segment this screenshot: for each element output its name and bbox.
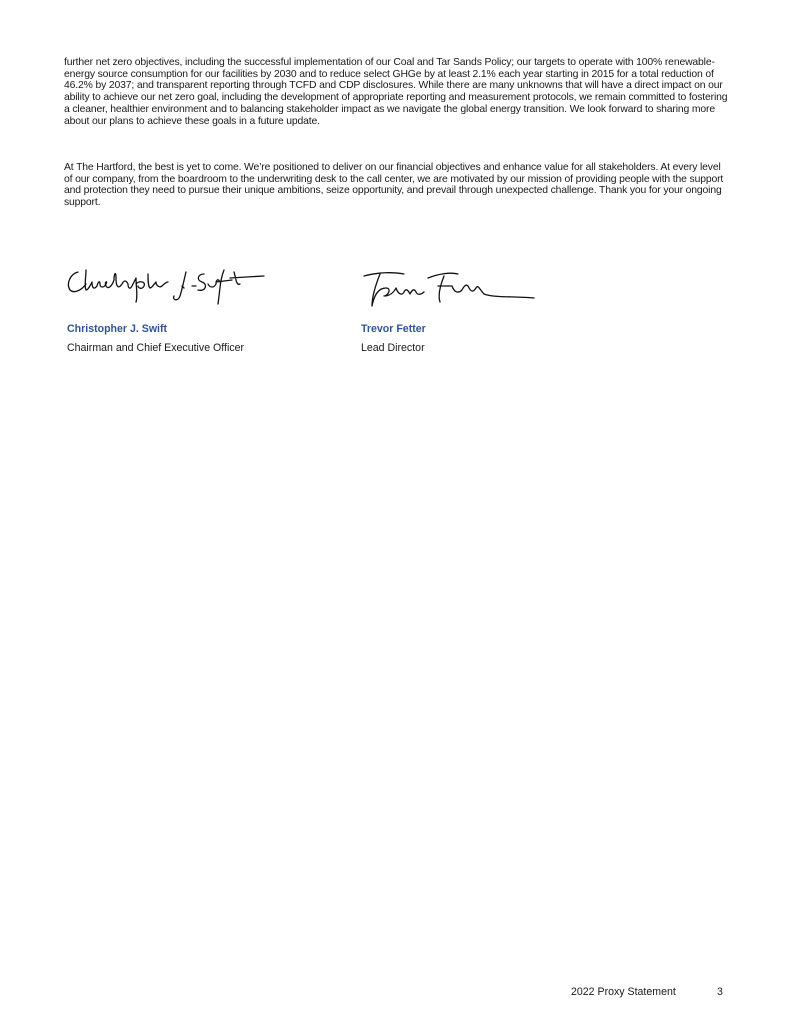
signatory-name-swift: Christopher J. Swift [67,323,168,335]
signatory-name-fetter: Trevor Fetter [361,323,426,335]
letter-paragraph-2: At The Hartford, the best is yet to come. We’re positioned to deliver on our financial objectives and enhance value for all stakeholders. At every level of our company, from the boardroom to the underwriting desk to the call center, we are motivated by our mission of providing people with the support and protection they need to pursue their unique ambitions, seize opportunity, and prevail through unexpected challenge. Thank you for your ongoing support. [64,162,724,209]
trevor-fetter-signature [358,266,538,310]
footer-document-label: 2022 Proxy Statement [571,986,676,998]
letter-paragraph-1: further net zero objectives, including the successful implementation of our Coal and Tar Sands Policy; our targets to operate with 100% renewable-energy source consumption for our facilities by 2030 and to reduce select GHGe by at least 2.1% each year starting in 2015 for a total reduction of 46.2% by 2037; and transparent reporting through TCFD and CDP disclosures. While there are many unknowns that will have a direct impact on our ability to achieve our net zero goal, including the development of appropriate reporting and measurement protocols, we remain committed to fostering a cleaner, healthier environment and to balancing stakeholder impact as we navigate the global energy transition. We look forward to sharing more about our plans to achieve these goals in a future update. [64,57,728,127]
signatory-title-swift: Chairman and Chief Executive Officer [67,342,245,354]
christopher-swift-signature [64,260,274,310]
signatory-title-fetter: Lead Director [361,342,425,354]
footer-page-number: 3 [717,986,723,998]
